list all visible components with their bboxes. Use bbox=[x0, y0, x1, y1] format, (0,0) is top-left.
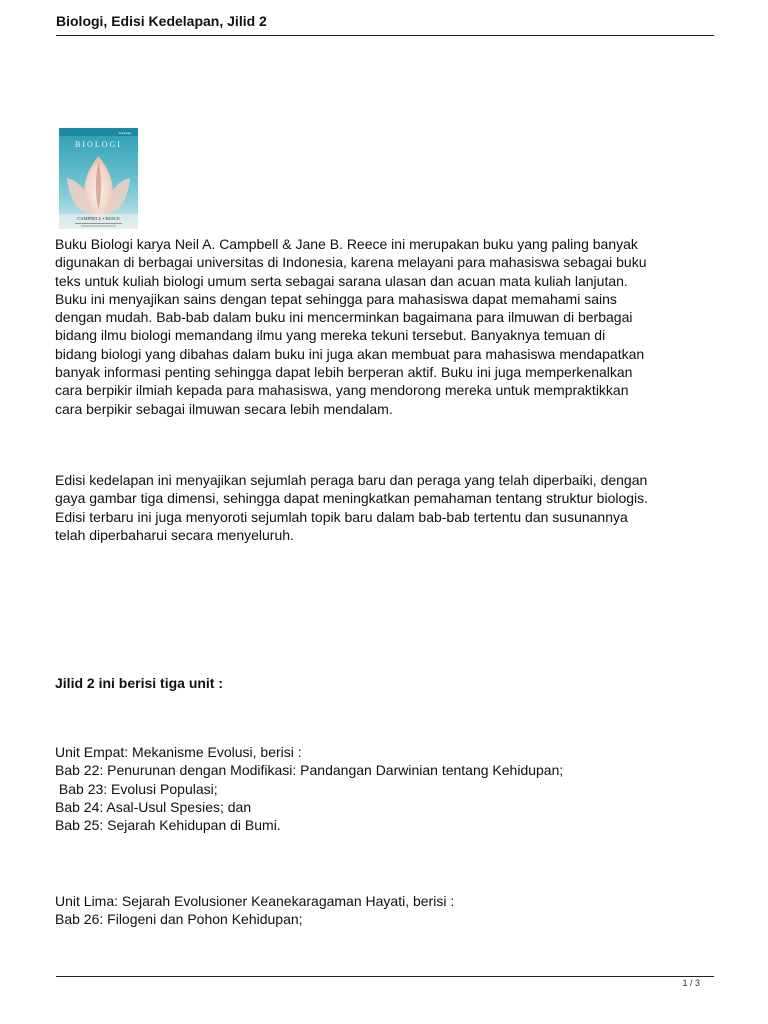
paragraph-line: cara berpikir sebagai ilmuwan secara lebih mendalam. bbox=[55, 400, 393, 417]
units-heading-text: Jilid 2 ini berisi tiga unit : bbox=[55, 675, 224, 691]
unit-four-list bbox=[55, 743, 720, 834]
page-number: 1 / 3 bbox=[682, 978, 700, 988]
unit-five-list bbox=[55, 892, 720, 929]
paragraph-line: bidang ilmu biologi memandang ilmu yang mereka tekuni tersebut. Banyaknya temuan di bbox=[55, 327, 606, 344]
svg-text:●●●●●●●: ●●●●●●● bbox=[118, 131, 131, 135]
paragraph-line: teks untuk kuliah biologi umum serta sebagai sarana ulasan dan acuan mata kuliah lanjutan. bbox=[55, 272, 628, 289]
cover-title: BIOLOGI bbox=[75, 140, 122, 149]
edition-paragraph bbox=[55, 471, 720, 544]
paragraph-line: digunakan di berbagai universitas di Indonesia, karena melayani para mahasiswa sebagai buku bbox=[55, 254, 647, 271]
paragraph-line: gaya gambar tiga dimensi, sehingga dapat meningkatkan pemahaman tentang struktur biologis. bbox=[55, 490, 649, 507]
list-item: Bab 26: Filogeni dan Pohon Kehidupan; bbox=[55, 911, 303, 928]
paragraph-line: bidang biologi yang dibahas dalam buku ini juga akan membuat para mahasiswa mendapatkan bbox=[55, 345, 645, 362]
list-item: Bab 22: Penurunan dengan Modifikasi: Pandangan Darwinian tentang Kehidupan; bbox=[55, 762, 564, 779]
paragraph-line: Edisi kedelapan ini menyajikan sejumlah peraga baru dan peraga yang telah diperbaiki, dengan bbox=[55, 472, 648, 488]
footer-divider bbox=[56, 976, 714, 977]
paragraph-line: Edisi terbaru ini juga menyoroti sejumlah topik baru dalam bab-bab tertentu dan susunannya bbox=[55, 508, 628, 525]
paragraph-line: banyak informasi penting sehingga dapat lebih berperan aktif. Buku ini juga memperkenalkan bbox=[55, 364, 633, 381]
intro-paragraph bbox=[55, 235, 720, 418]
paragraph-line: dengan mudah. Bab-bab dalam buku ini mencerminkan bagaimana para ilmuwan di berbagai bbox=[55, 309, 633, 326]
page-header-title: Biologi, Edisi Kedelapan, Jilid 2 bbox=[56, 13, 267, 29]
list-item: Bab 25: Sejarah Kehidupan di Bumi. bbox=[55, 817, 281, 834]
list-item: Unit Lima: Sejarah Evolusioner Keanekaragaman Hayati, berisi : bbox=[55, 893, 455, 909]
paragraph-line: telah diperbaharui secara menyeluruh. bbox=[55, 526, 294, 543]
paragraph-line: Buku ini menyajikan sains dengan tepat sehingga para mahasiswa dapat memahami sains bbox=[55, 290, 617, 307]
list-item: Unit Empat: Mekanisme Evolusi, berisi : bbox=[55, 744, 302, 760]
units-heading bbox=[55, 674, 720, 692]
header-divider bbox=[56, 35, 714, 36]
paragraph-line: Buku Biologi karya Neil A. Campbell & Jane B. Reece ini merupakan buku yang paling banyak bbox=[55, 236, 638, 252]
list-item: Bab 23: Evolusi Populasi; bbox=[55, 780, 218, 797]
list-item: Bab 24: Asal-Usul Spesies; dan bbox=[55, 798, 252, 815]
cover-author: CAMPBELL • REECE bbox=[77, 216, 120, 221]
paragraph-line: cara berpikir ilmiah kepada para mahasiswa, yang mendorong mereka untuk mempraktikkan bbox=[55, 382, 629, 399]
book-cover-image bbox=[59, 128, 138, 229]
